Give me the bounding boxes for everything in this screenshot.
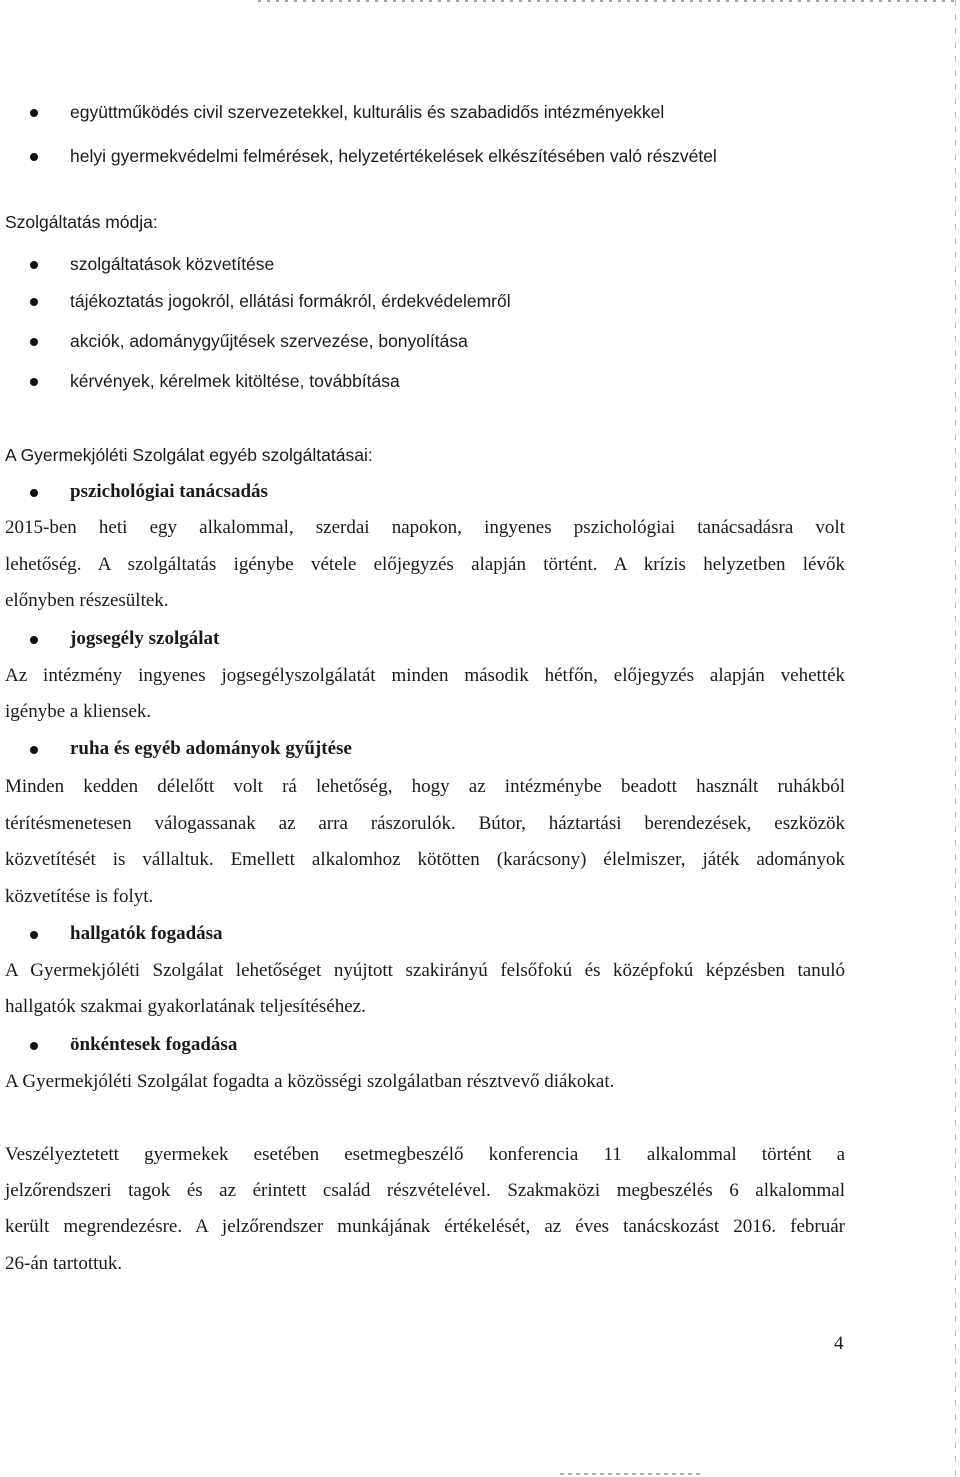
subsection-title-text: jogsegély szolgálat [70, 628, 220, 649]
paragraph-line: térítésmenetesen válogassanak az arra rászorulók. Bútor, háztartási berendezések, eszközök [5, 813, 845, 834]
paragraph-line: igénybe a kliensek. [5, 701, 152, 722]
paragraph-line: 26-án tartottuk. [5, 1253, 123, 1274]
bullet-icon [30, 636, 38, 644]
page-number: 4 [834, 1333, 844, 1354]
bullet-icon [30, 153, 38, 161]
paragraph-line: Veszélyeztetett gyermekek esetében esetmegbeszélő konferencia 11 alkalommal történt a [5, 1144, 845, 1165]
list-item-text: kérvények, kérelmek kitöltése, továbbítása [70, 371, 400, 391]
scan-edge-bottom [560, 1473, 700, 1475]
paragraph-line: közvetítését is vállaltuk. Emellett alkalomhoz kötötten (karácsony) élelmiszer, játék adományok [5, 849, 845, 870]
paragraph-line: közvetítése is folyt. [5, 886, 154, 907]
list-item-text: tájékoztatás jogokról, ellátási formákról, érdekvédelemről [70, 291, 511, 311]
section-heading: A Gyermekjóléti Szolgálat egyéb szolgáltatásai: [5, 445, 373, 465]
subsection-title-text: önkéntesek fogadása [70, 1034, 238, 1055]
bullet-icon [30, 489, 38, 497]
list-item-text: helyi gyermekvédelmi felmérések, helyzetértékelések elkészítésében való részvétel [70, 146, 717, 166]
bullet-icon [30, 109, 38, 117]
bullet-icon [30, 261, 38, 269]
paragraph-line: 2015-ben heti egy alkalommal, szerdai napokon, ingyenes pszichológiai tanácsadásra volt [5, 517, 845, 538]
subsection-title-text: pszichológiai tanácsadás [70, 481, 268, 502]
bullet-icon [30, 298, 38, 306]
bullet-icon [30, 931, 38, 939]
list-item-text: szolgáltatások közvetítése [70, 254, 275, 274]
paragraph-line: Minden kedden délelőtt volt rá lehetőség, hogy az intézménybe beadott használt ruhákból [5, 776, 845, 797]
paragraph-line: lehetőség. A szolgáltatás igénybe vétele előjegyzés alapján történt. A krízis helyzetben lévők [5, 554, 845, 575]
list-item-text: akciók, adománygyűjtések szervezése, bonyolítása [70, 331, 468, 351]
scan-edge-right [955, 0, 956, 1477]
list-item-text: együttműködés civil szervezetekkel, kulturális és szabadidős intézményekkel [70, 102, 665, 122]
subsection-title-text: hallgatók fogadása [70, 923, 223, 944]
bullet-icon [30, 1042, 38, 1050]
paragraph-line: Az intézmény ingyenes jogsegélyszolgálatát minden második hétfőn, előjegyzés alapján vehették [5, 665, 845, 686]
paragraph-line: A Gyermekjóléti Szolgálat lehetőséget nyújtott szakirányú felsőfokú és középfokú képzésben tanuló [5, 960, 845, 981]
subsection-title-text: ruha és egyéb adományok gyűjtése [70, 738, 352, 759]
bullet-icon [30, 378, 38, 386]
paragraph-line: jelzőrendszeri tagok és az érintett család részvételével. Szakmaközi megbeszélés 6 alkalommal [5, 1180, 845, 1201]
paragraph-line: hallgatók szakmai gyakorlatának teljesítéséhez. [5, 996, 366, 1017]
bullet-icon [30, 746, 38, 754]
paragraph-line: került megrendezésre. A jelzőrendszer munkájának értékelését, az éves tanácskozást 2016. február [5, 1216, 845, 1237]
section-heading: Szolgáltatás módja: [5, 212, 158, 232]
bullet-icon [30, 338, 38, 346]
scan-edge-top [258, 0, 958, 2]
paragraph-line: előnyben részesültek. [5, 590, 169, 611]
paragraph-line: A Gyermekjóléti Szolgálat fogadta a közösségi szolgálatban résztvevő diákokat. [5, 1071, 615, 1092]
